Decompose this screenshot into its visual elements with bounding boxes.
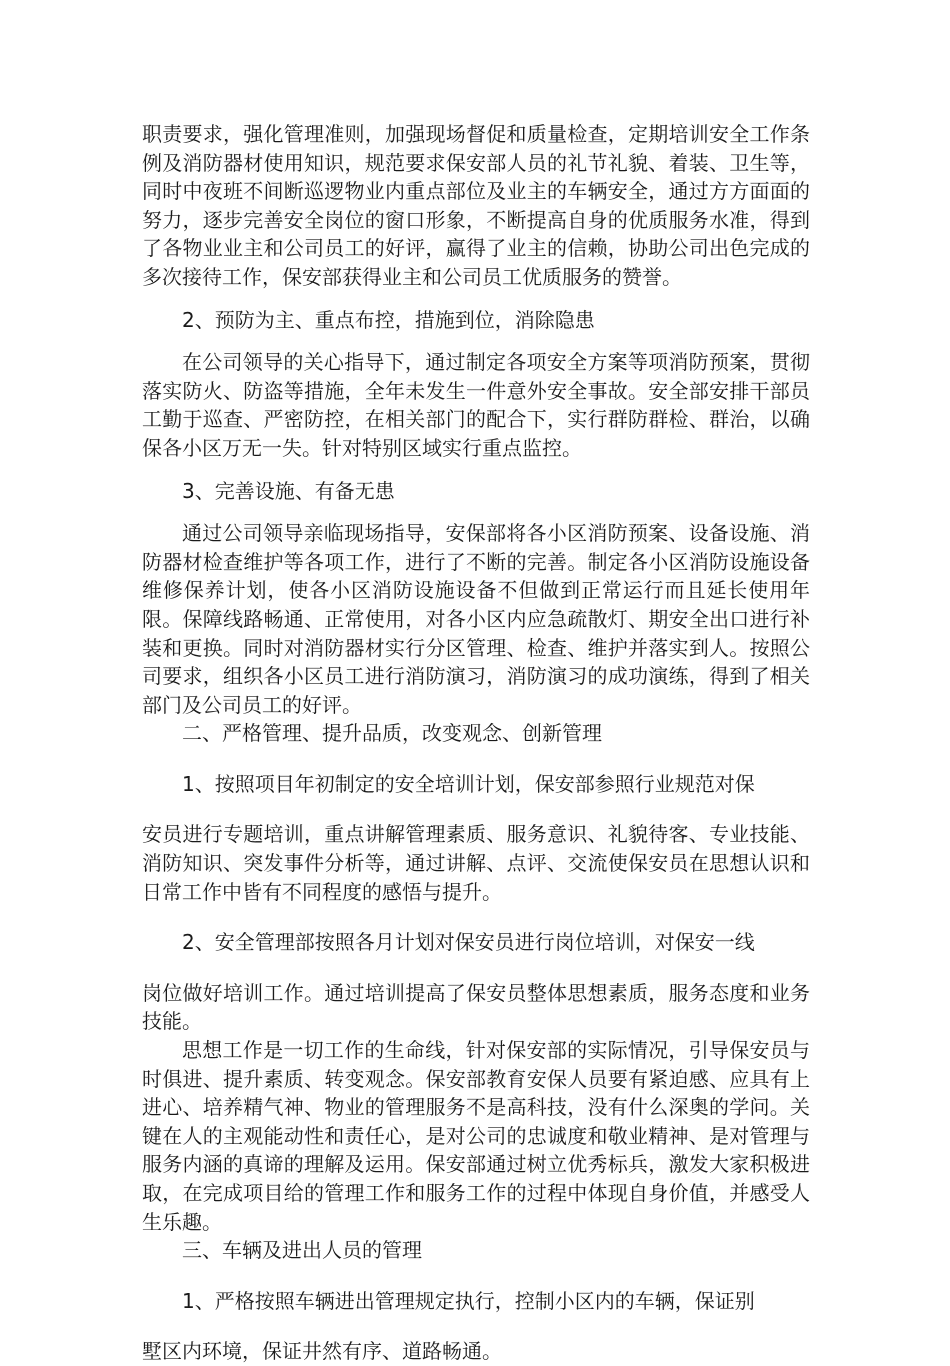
paragraph-post-training-start: 2、安全管理部按照各月计划对保安员进行岗位培训，对保安一线 [182,930,755,955]
section-heading-management: 二、严格管理、提升品质，改变观念、创新管理 [182,721,602,746]
heading-prevention: 2、预防为主、重点布控，措施到位，消除隐患 [182,307,595,332]
paragraph-vehicle-rules-cont: 墅区内环境，保证井然有序、道路畅通。 [142,1339,502,1364]
paragraph-facilities: 通过公司领导亲临现场指导，安保部将各小区消防预案、设备设施、消防器材检查维护等各项工作，进行了不断的完善。制定各小区消防设施设备维修保养计划，使各小区消防设施设备不但做到正常运行而且延长使用年限。保障线路畅通、正常使用，对各小区内应急疏散灯、期安全出口进行补装和更换。同时对消防器材实行分区管理、检查、维护并落实到人。按照公司要求，组织各小区员工进行消防演习，消防演习的成功演练，得到了相关部门及公司员工的好评。 [142,521,810,717]
paragraph-training-plan-cont: 安员进行专题培训，重点讲解管理素质、服务意识、礼貌待客、专业技能、消防知识、突发事件分析等，通过讲解、点评、交流使保安员在思想认识和日常工作中皆有不同程度的感悟与提升。 [142,822,810,904]
section-heading-vehicles: 三、车辆及进出人员的管理 [182,1238,422,1263]
heading-facilities: 3、完善设施、有备无患 [182,478,395,503]
paragraph-vehicle-rules-start: 1、严格按照车辆进出管理规定执行，控制小区内的车辆，保证别 [182,1288,755,1313]
paragraph-ideology: 思想工作是一切工作的生命线，针对保安部的实际情况，引导保安员与时俱进、提升素质、转变观念。保安部教育安保人员要有紧迫感、应具有上进心、培养精气神、物业的管理服务不是高科技，没有什么深奥的学问。关键在人的主观能动性和责任心，是对公司的忠诚度和敬业精神、是对管理与服务内涵的真谛的理解及运用。保安部通过树立优秀标兵，激发大家积极进取，在完成项目给的管理工作和服务工作的过程中体现自身价值，并感受人生乐趣。 [142,1038,810,1234]
document-body [142,120,810,1366]
paragraph-prevention: 在公司领导的关心指导下，通过制定各项安全方案等项消防预案，贯彻落实防火、防盗等措施，全年未发生一件意外安全事故。安全部安排干部员工勤于巡查、严密防控，在相关部门的配合下，实行群防群检、群治，以确保各小区万无一失。针对特别区域实行重点监控。 [142,350,810,460]
paragraph-post-training-cont: 岗位做好培训工作。通过培训提高了保安员整体思想素质，服务态度和业务技能。 [142,980,810,1034]
paragraph-training-plan-start: 1、按照项目年初制定的安全培训计划，保安部参照行业规范对保 [182,771,755,796]
paragraph-duties: 职责要求，强化管理准则，加强现场督促和质量检查，定期培训安全工作条例及消防器材使用知识，规范要求保安部人员的礼节礼貌、着装、卫生等，同时中夜班不间断巡逻物业内重点部位及业主的车辆安全，通过方方面面的努力，逐步完善安全岗位的窗口形象，不断提高自身的优质服务水准，得到了各物业业主和公司员工的好评，赢得了业主的信赖，协助公司出色完成的多次接待工作，保安部获得业主和公司员工优质服务的赞誉。 [142,122,810,289]
